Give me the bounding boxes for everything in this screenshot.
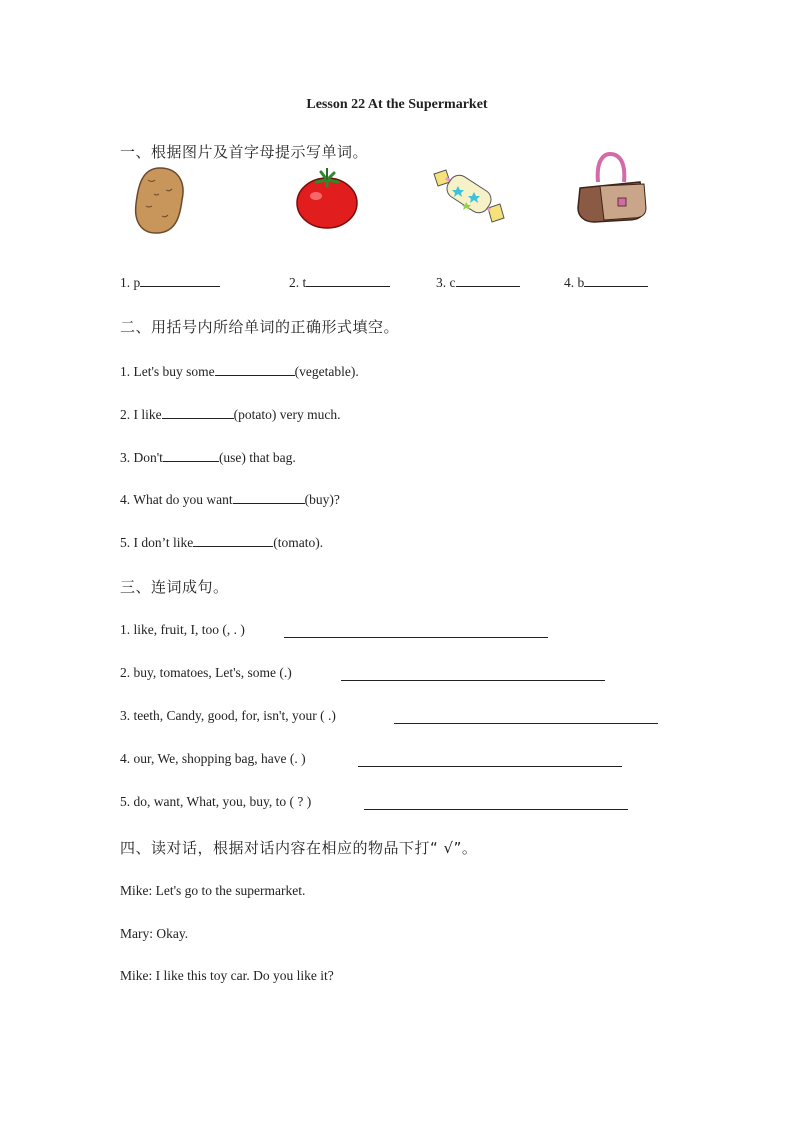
part2-item-3[interactable]: 3. Don't (use) that bag. — [120, 450, 296, 465]
bag-icon — [574, 152, 648, 224]
potato-icon — [130, 166, 190, 236]
section-2-heading: 二、用括号内所给单词的正确形式填空。 — [120, 318, 400, 336]
dialogue-line-3: Mike: I like this toy car. Do you like it? — [120, 968, 334, 983]
candy-icon — [432, 168, 506, 226]
part2-item-1[interactable]: 1. Let's buy some (vegetable). — [120, 364, 359, 379]
part3-item-5: 5. do, want, What, you, buy, to ( ? ) — [120, 794, 312, 809]
section-4-heading: 四、读对话，根据对话内容在相应的物品下打“ √”。 — [120, 839, 478, 857]
part2-item-4[interactable]: 4. What do you want (buy)? — [120, 492, 340, 507]
part3-answer-line-2[interactable] — [341, 680, 605, 681]
tomato-icon — [294, 166, 360, 230]
part3-item-3: 3. teeth, Candy, good, for, isn't, your ( .) — [120, 708, 336, 723]
dialogue-line-1: Mike: Let's go to the supermarket. — [120, 883, 306, 898]
part3-answer-line-5[interactable] — [364, 809, 628, 810]
part1-item-3[interactable]: 3. c — [436, 273, 520, 291]
part3-item-2: 2. buy, tomatoes, Let's, some (.) — [120, 665, 292, 680]
section-1-heading: 一、根据图片及首字母提示写单词。 — [120, 143, 369, 161]
part3-answer-line-4[interactable] — [358, 766, 622, 767]
dialogue-line-2: Mary: Okay. — [120, 926, 189, 941]
page-title: Lesson 22 At the Supermarket — [306, 97, 488, 112]
part2-item-5[interactable]: 5. I don’t like (tomato). — [120, 535, 324, 550]
part3-answer-line-3[interactable] — [394, 723, 658, 724]
section-3-heading: 三、连词成句。 — [120, 578, 229, 596]
part3-item-1: 1. like, fruit, I, too (, . ) — [120, 622, 245, 637]
part1-item-2[interactable]: 2. t — [289, 273, 390, 291]
part1-item-1[interactable]: 1. p — [120, 273, 220, 291]
part3-answer-line-1[interactable] — [284, 637, 548, 638]
part2-item-2[interactable]: 2. I like (potato) very much. — [120, 407, 341, 422]
part1-item-4[interactable]: 4. b — [564, 273, 648, 291]
part3-item-4: 4. our, We, shopping bag, have (. ) — [120, 751, 306, 766]
